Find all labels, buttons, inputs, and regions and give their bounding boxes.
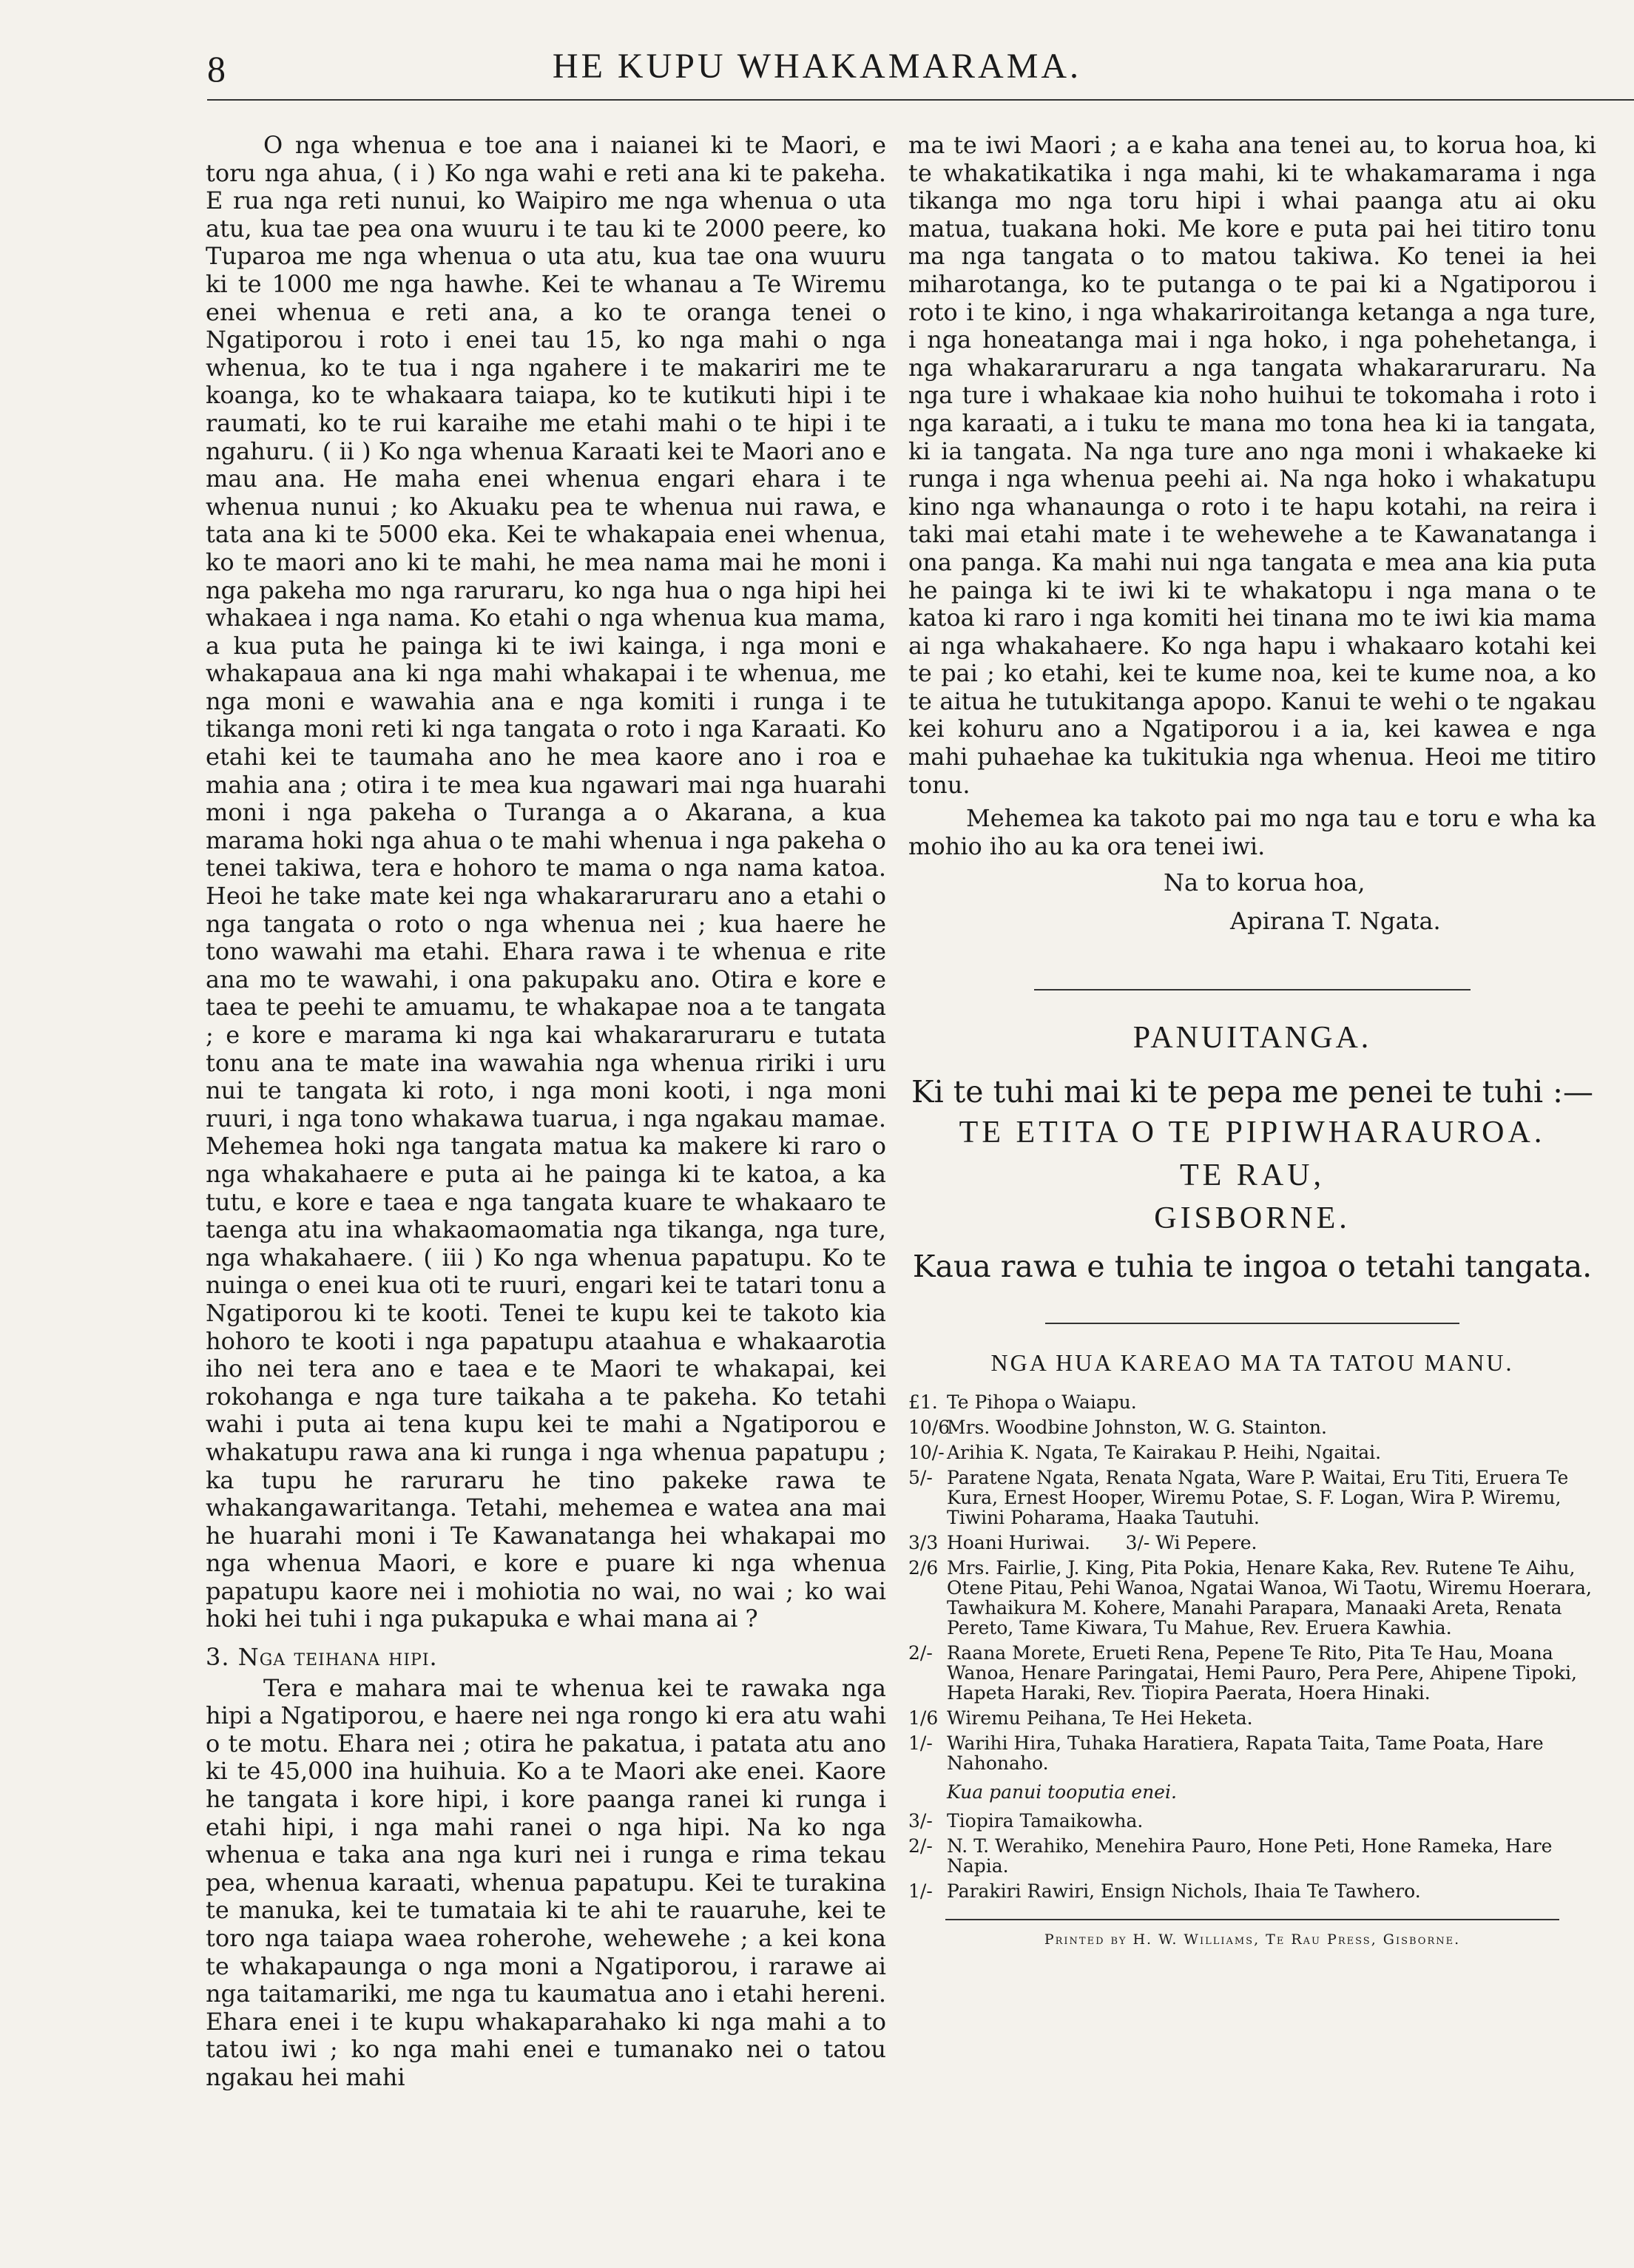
donation-amount: 10/6 xyxy=(908,1416,951,1438)
donations-title: NGA HUA KAREAO MA TA TATOU MANU. xyxy=(990,1349,1514,1377)
donation-entry xyxy=(908,1836,1596,1876)
notice-address-line: TE ETITA O TE PIPIWHARAUROA. xyxy=(959,1116,1546,1150)
printer-imprint: Printed by H. W. Williams, Te Rau Press, Gisborne. xyxy=(1044,1931,1461,1948)
donation-names: N. T. Werahiko, Menehira Pauro, Hone Peti, Hone Rameka, Hare Napia. xyxy=(947,1835,1553,1877)
donation-names: Te Pihopa o Waiapu. xyxy=(947,1391,1137,1413)
left-column xyxy=(206,132,886,2092)
donations-list xyxy=(908,1349,1596,1901)
divider xyxy=(1034,989,1471,990)
body-paragraph: O nga whenua e toe ana i naianei ki te Maori, e toru nga ahua, ( i ) Ko nga wahi e reti ana ki te pakeha. E rua nga reti nunui, ko Waipiro me nga whenua o uta atu, kua tae pea ona wuuru i te tau ki te 2000 peere, ko Tuparoa me nga whenua o uta atu, kua tae ona wuuru ki te 1000 me nga hawhe. Kei te whanau a Te Wiremu enei whenua e reti ana, a ko te oranga tenei o Ngatiporou i roto i enei tau 15, ko nga mahi o nga whenua, ko te tua i nga ngahere i te makariri me te koanga, ko te whakaara taiapa, ko te kutikuti hipi i te raumati, ko te rui karaihe me etahi mahi o te hipi i te ngahuru. ( ii ) Ko nga whenua Karaati kei te Maori ano e mau ana. He maha enei whenua engari ehara i te whenua nunui ; ko Akuaku pea te whenua nui rawa, e tata ana ki te 5000 eka. Kei te whakapaia enei whenua, ko te maori ano ki te mahi, he mea nama mai he moni i nga pakeha mo nga raruraru, ko nga hua o nga hipi hei whakaea i nga nama. Ko etahi o nga whenua kua mama, a kua puta he painga ki te iwi kainga, i nga moni e whakapaua ana ki nga mahi whakapai i te whenua, me nga moni e wawahia ana e nga komiti i runga i te tikanga moni reti ki nga tangata o roto i nga Karaati. Ko etahi kei te taumaha ano he mea kaore ano i roa e mahia ana ; otira i te mea kua ngawari mai nga huarahi moni i nga pakeha o Turanga a o Akarana, a kua marama hoki nga ahua o te mahi whenua i nga pakeha o tenei takiwa, tera e hohoro te mama o nga nama katoa. Heoi he take mate kei nga whakararuraru ano a etahi o nga tangata o roto o nga whenua nei ; kua haere he tono wawahi ma etahi. Ehara rawa i te whenua e rite ana mo te wawahi, i ona pakupaku ano. Otira e kore e taea te peehi te amuamu, te whakapae noa a te tangata ; e kore e marama ki nga kai whakararuraru e tutata tonu ana te mate ina wawahia nga whenua ririki i uru nui te tangata ki roto, i nga moni kooti, i nga moni ruuri, i nga tono whakawa tuarua, i nga ngakau mamae. Mehemea hoki nga tangata matua ka makere ki raro o nga whakahaere e puta ai he painga ki te katoa, a ka tutu, e kore e taea e nga tangata kuare te whakaaro te taenga atu ina whakaomaomatia nga tikanga, nga ture, nga whakahaere. ( iii ) Ko nga whenua papatupu. Ko te nuinga o enei kua oti te ruuri, engari kei te tatari tonu a Ngatiporou ki te kooti. Tenei te kupu kei te takoto kia hohoro te kooti i nga papatupu ataahua e whakaarotia iho nei tera ano e taea e te Maori te whakapai, kei rokohanga e nga ture taikaha a te pakeha. Ko tetahi wahi i puta ai tena kupu kei te mahi a Ngatiporou e whakatupu rawa ana ki runga i nga whenua papatupu ; ka tupu he raruraru he tino pakeke rawa te whakangawaritanga. Tetahi, mehemea e watea ana mai he huarahi moni i Te Kawanatanga hei whakapai mo nga whenua Maori, e kore e puare ki nga whenua papatupu kaore nei i mohiotia no wai, no wai ; ko wai hoki hei tuhi i nga pukapuka e whai mana ai ? xyxy=(206,131,886,1633)
notice-warning: Kaua rawa e tuhia te ingoa o tetahi tangata. xyxy=(912,1249,1593,1285)
donation-names: Tiopira Tamaikowha. xyxy=(947,1810,1144,1832)
donation-amount: 2/- xyxy=(908,1835,933,1857)
donation-note: Kua panui tooputia enei. xyxy=(947,1781,1177,1803)
donation-names: Mrs. Fairlie, J. King, Pita Pokia, Henare Kaka, Rev. Rutene Te Aihu, Otene Pitau, Pehi Wanoa, Ngatai Wanoa, Wi Taotu, Wiremu Hoerara, Tawhaikura M. Kohere, Manahi Parapara, Manaaki Areta, Renata Pereto, Tame Kiwara, Tu Mahue, Rev. Eruera Kawhia. xyxy=(947,1556,1592,1638)
donation-amount: 10/- xyxy=(908,1441,945,1463)
signature: Apirana T. Ngata. xyxy=(1230,907,1441,936)
notice-address-line: GISBORNE. xyxy=(1154,1201,1351,1236)
page-number: 8 xyxy=(207,48,226,90)
donation-amount: 5/- xyxy=(908,1466,933,1488)
donation-names: Wiremu Peihana, Te Hei Heketa. xyxy=(947,1707,1253,1729)
right-column xyxy=(908,132,1596,1954)
donation-entry xyxy=(908,1811,1596,1831)
donation-amount: 1/- xyxy=(908,1732,933,1754)
notice-title: PANUITANGA. xyxy=(1132,1020,1372,1055)
donation-amount: 2/- xyxy=(908,1641,933,1664)
donation-amount: 1/- xyxy=(908,1880,933,1903)
donation-amount: 1/6 xyxy=(908,1707,939,1729)
donation-names: Raana Morete, Erueti Rena, Pepene Te Rito, Pita Te Hau, Moana Wanoa, Henare Paringatai, Hemi Pauro, Pera Pere, Ahipene Tipoki, Hapeta Haraki, Rev. Tiopira Paerata, Hoera Hinaki. xyxy=(947,1641,1577,1704)
donation-entry xyxy=(908,1533,1596,1553)
donation-amount: 3/3 xyxy=(908,1531,939,1553)
header-rule xyxy=(207,99,1634,101)
donation-amount: £1. xyxy=(908,1391,938,1413)
notice-block xyxy=(908,1020,1596,1286)
notice-address-line: TE RAU, xyxy=(1180,1158,1325,1193)
donation-names: Paratene Ngata, Renata Ngata, Ware P. Waitai, Eru Titi, Eruera Te Kura, Ernest Hooper, Wiremu Potae, S. F. Logan, Wira P. Wiremu, Tiwini Poharama, Haaka Tautuhi. xyxy=(947,1466,1569,1528)
donation-names: Arihia K. Ngata, Te Kairakau P. Heihi, Ngaitai. xyxy=(947,1441,1382,1463)
donation-entry xyxy=(908,1708,1596,1728)
body-paragraph: Mehemea ka takoto pai mo nga tau e toru e wha ka mohio iho au ka ora tenei iwi. xyxy=(908,804,1596,860)
body-paragraph: Tera e mahara mai te whenua kei te rawaka nga hipi a Ngatiporou, e haere nei nga rongo ki era atu wahi o te motu. Ehara nei ; otira he pakatua, i patata atu ano ki te 45,000 ina huihuia. Ko a te Maori ake enei. Kaore he tangata i kore hipi, i kore paanga ranei ki runga i etahi hipi, i nga mahi ranei o nga hipi. Na ko nga whenua e taka ana nga kuri nei i runga e rima tekau pea, whenua karaati, whenua papatupu. Kei te turakina te manuka, kei te tumataia ki te ahi te rauaruhe, kei te toro nga taiapa waea roherohe, wehewehe ; a kei kona te whakapaunga o nga moni a Ngatiporou, i rarawe ai nga taitamariki, me nga tu kaumatua ano i etahi hereni. Ehara enei i te kupu whakaparahako ki nga mahi a to tatou iwi ; ko nga mahi enei e tumanako nei o tatou ngakau hei mahi xyxy=(206,1673,886,2091)
section-heading: 3. Nga teihana hipi. xyxy=(206,1643,438,1672)
running-head: HE KUPU WHAKAMARAMA. xyxy=(552,47,1082,86)
notice-instruction: Ki te tuhi mai ki te pepa me penei te tuhi :— xyxy=(911,1074,1593,1110)
donation-names: Mrs. Woodbine Johnston, W. G. Stainton. xyxy=(947,1416,1327,1438)
donation-amount: 2/6 xyxy=(908,1556,939,1579)
donation-names: Parakiri Rawiri, Ensign Nichols, Ihaia Te Tawhero. xyxy=(947,1880,1421,1903)
donation-names: Hoani Huriwai. 3/- Wi Pepere. xyxy=(947,1531,1257,1553)
donation-entry xyxy=(908,1468,1596,1528)
donation-entry xyxy=(908,1442,1596,1462)
donation-entry xyxy=(908,1881,1596,1901)
body-paragraph: ma te iwi Maori ; a e kaha ana tenei au, to korua hoa, ki te whakatikatika i nga mahi, ki te whakamarama i nga tikanga mo nga toru hipi i whai paanga atu ai oku matua, tuakana hoki. Me kore e puta pai hei titiro tonu ma nga tangata o to matou takiwa. Ko tenei ia hei miharotanga, ko te putanga o te pai ki a Ngatiporou i roto i te kino, i nga whakariroitanga ketanga a nga ture, i nga honeatanga mai i nga hoko, i nga pohehetanga, i nga whakararuraru a nga tangata whakararuraru. Na nga ture i whakaae kia noho huihui te tokomaha i roto i nga karaati, a i tuku te mana mo tona hea ki ia tangata, ki ia tangata. Na nga ture ano nga moni i whakaeke ki runga i nga whenua peehi ai. Na nga hoko i whakatupu kino nga whanaunga o roto i te hapu kotahi, na reira i taki mai etahi mate i te wehewehe a te Kawanatanga i ona panga. Ka mahi nui nga tangata e mea ana kia puta he painga ki te iwi ki te whakatopu i nga mana o te katoa ki raro i nga komiti hei tinana mo te iwi kia mama ai nga whakahaere. Ko nga hapu i whakaaro kotahi kei te pai ; ko etahi, kei te kume noa, kei te kume noa, a ko te aitua he tutukitanga apopo. Kanui te wehi o te ngakau kei kohuru ano a Ngatiporou i a ia, kei kawea e nga mahi puhaehae ka tukitukia nga whenua. Heoi me titiro tonu. xyxy=(908,131,1596,799)
divider xyxy=(945,1919,1559,1920)
donation-entry xyxy=(908,1733,1596,1773)
donation-entry xyxy=(908,1643,1596,1703)
donation-entry xyxy=(908,1558,1596,1638)
donation-amount: 3/- xyxy=(908,1810,933,1832)
divider xyxy=(1045,1323,1459,1324)
sign-off: Na to korua hoa, xyxy=(1164,868,1365,897)
donation-entry xyxy=(908,1417,1596,1437)
donation-entry xyxy=(908,1392,1596,1412)
donation-names: Warihi Hira, Tuhaka Haratiera, Rapata Taita, Tame Poata, Hare Nahonaho. xyxy=(947,1732,1544,1774)
